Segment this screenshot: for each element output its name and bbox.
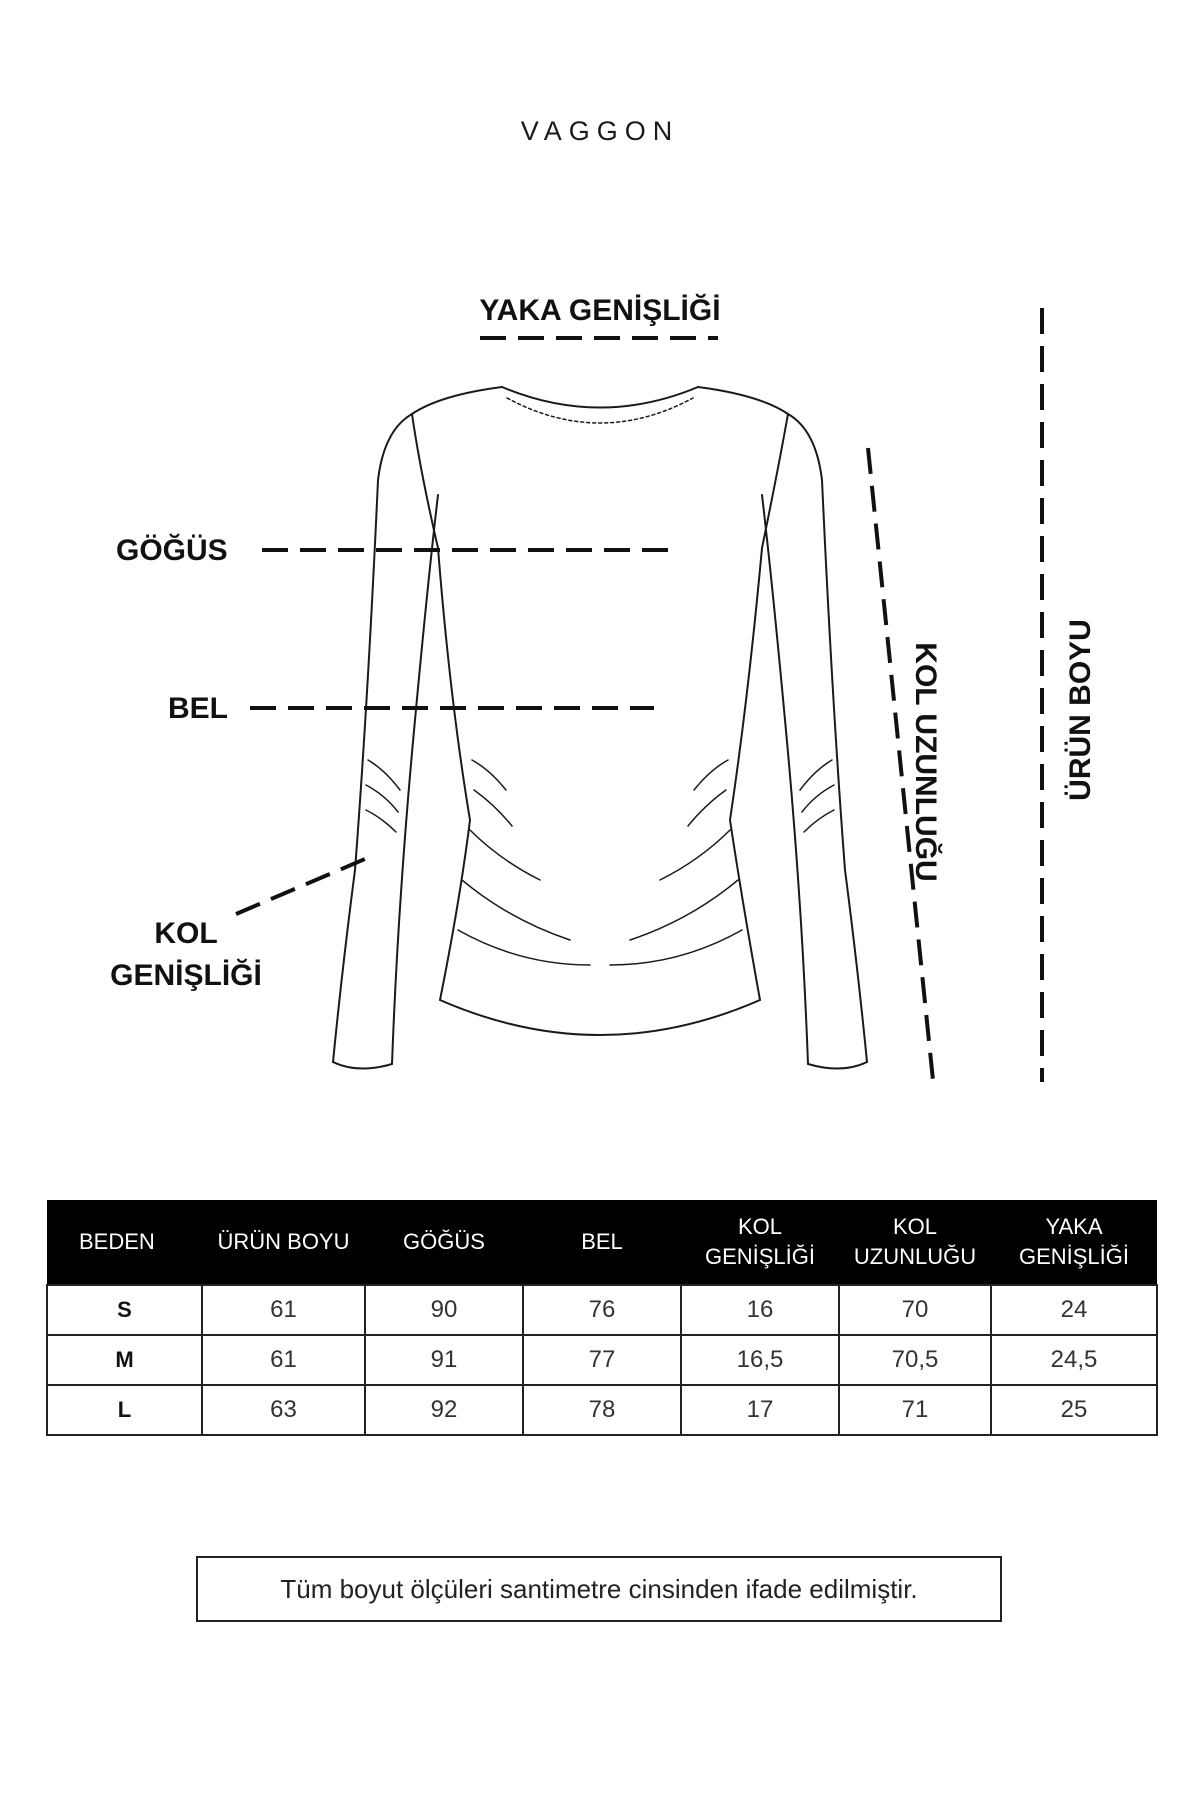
size-cell: L <box>47 1385 202 1435</box>
table-cell: 61 <box>202 1335 365 1385</box>
table-cell: 78 <box>523 1385 681 1435</box>
table-row <box>47 1335 1157 1385</box>
table-cell: 24 <box>991 1285 1157 1335</box>
table-cell: 91 <box>365 1335 523 1385</box>
label-gogus: GÖĞÜS <box>116 534 228 567</box>
label-kol-uzunlugu: KOL UZUNLUĞU <box>909 642 942 882</box>
label-kol-genisligi-line1: KOL <box>154 917 218 950</box>
label-urun-boyu: ÜRÜN BOYU <box>1064 619 1097 801</box>
size-chart-table <box>46 1200 1158 1436</box>
table-header-row <box>47 1200 1157 1285</box>
header-yaka-genisligi: YAKA GENİŞLİĞİ <box>991 1200 1157 1285</box>
table-cell: 71 <box>839 1385 991 1435</box>
table-cell: 16,5 <box>681 1335 839 1385</box>
table-cell: 77 <box>523 1335 681 1385</box>
shirt-illustration <box>333 387 867 1069</box>
header-beden: BEDEN <box>47 1200 202 1285</box>
table-cell: 76 <box>523 1285 681 1335</box>
header-kol-genisligi: KOL GENİŞLİĞİ <box>681 1200 839 1285</box>
table-cell: 63 <box>202 1385 365 1435</box>
header-urun-boyu: ÜRÜN BOYU <box>202 1200 365 1285</box>
table-cell: 70 <box>839 1285 991 1335</box>
table-cell: 25 <box>991 1385 1157 1435</box>
table-cell: 92 <box>365 1385 523 1435</box>
brand-logo: VAGGON <box>520 116 680 146</box>
kol-genisligi-line <box>236 856 372 914</box>
table-row <box>47 1385 1157 1435</box>
table-cell: 16 <box>681 1285 839 1335</box>
table-cell: 17 <box>681 1385 839 1435</box>
table-cell: 90 <box>365 1285 523 1335</box>
units-note: Tüm boyut ölçüleri santimetre cinsinden ifade edilmiştir. <box>196 1556 1002 1622</box>
size-cell: S <box>47 1285 202 1335</box>
label-kol-genisligi-line2: GENİŞLİĞİ <box>110 959 262 992</box>
header-bel: BEL <box>523 1200 681 1285</box>
label-yaka-genisligi: YAKA GENİŞLİĞİ <box>479 294 721 327</box>
table-cell: 24,5 <box>991 1335 1157 1385</box>
table-cell: 61 <box>202 1285 365 1335</box>
label-bel: BEL <box>168 692 228 725</box>
size-cell: M <box>47 1335 202 1385</box>
header-gogus: GÖĞÜS <box>365 1200 523 1285</box>
header-kol-uzunlugu: KOL UZUNLUĞU <box>839 1200 991 1285</box>
table-row <box>47 1285 1157 1335</box>
table-cell: 70,5 <box>839 1335 991 1385</box>
